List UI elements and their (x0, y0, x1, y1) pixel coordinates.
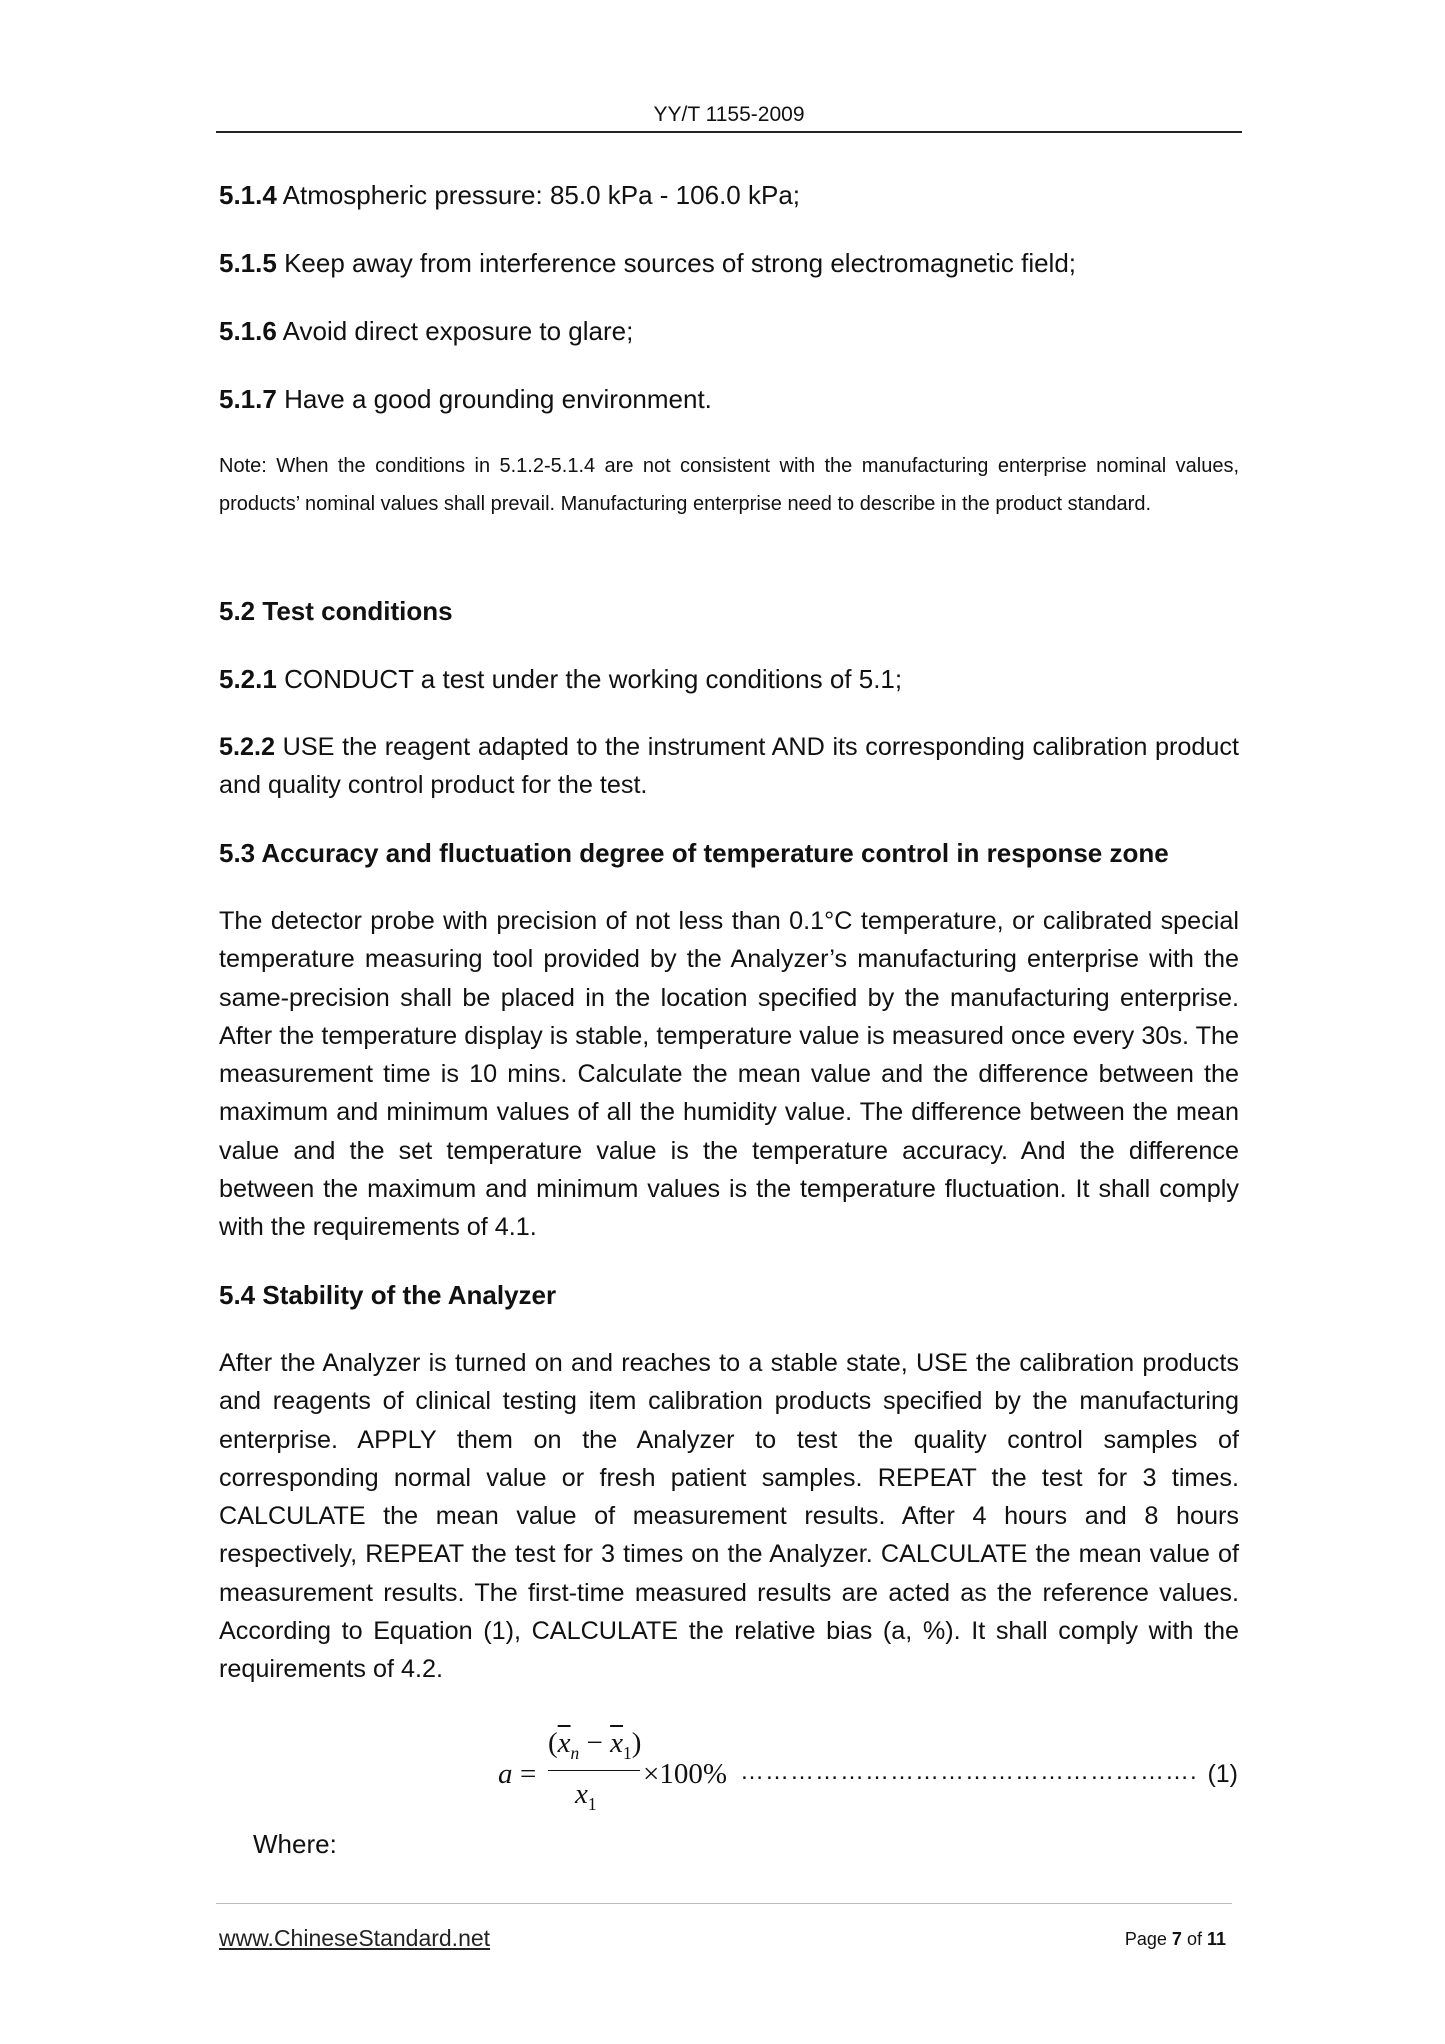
equation-leader-dots: ………………………………………………. (740, 1758, 1198, 1785)
footer-website-link[interactable]: www.ChineseStandard.net (219, 1925, 491, 1951)
clause-5-1-6 (219, 312, 1239, 350)
header-rule (216, 131, 1242, 133)
section-5-4-heading: 5.4 Stability of the Analyzer (219, 1280, 557, 1310)
x1-bar-var: $\overline{x}$ (610, 1727, 623, 1759)
page-number (1100, 1929, 1226, 1950)
xn-bar-var: $\overline{x}$ (557, 1727, 571, 1759)
clause-number: 5.1.7 (219, 384, 277, 414)
section-5-2-heading: 5.2 Test conditions (219, 596, 453, 626)
section-5-3-body: The detector probe with precision of not less than 0.1°C temperature, or calibrated special temperature measuring tool provided by the Analyzer’s manufacturing enterprise with the same-precision shall be placed in the location specified by the manufacturing enterprise. After the temperature display is stable, temperature value is measured once every 30s. The measurement time is 10 mins. Calculate the mean value and the difference between the maximum and minimum values of all the humidity value. The difference between the mean value and the set temperature value is the temperature accuracy. And the difference between the maximum and minimum values is the temperature fluctuation. It shall comply with the requirements of 4.1. (219, 907, 1239, 1242)
clause-number: 5.1.4 (219, 180, 277, 210)
clause-text: Avoid direct exposure to glare; (282, 316, 634, 346)
clause-number: 5.2.2 (219, 733, 276, 761)
fraction-bar (548, 1770, 640, 1771)
equation-denominator (575, 1778, 597, 1815)
den-subscript: 1 (587, 1793, 597, 1814)
minus-sign: − (586, 1727, 603, 1759)
note-paragraph: Note: When the conditions in 5.1.2-5.1.4 are not consistent with the manufacturing enterprise nominal values, products’ nominal values shall prevail. Manufacturing enterprise need to describe in the product standard. (219, 455, 1239, 515)
equation-multiplier: ×100% (643, 1758, 728, 1790)
clause-5-2-1 (219, 660, 1239, 698)
where-label: Where: (253, 1829, 337, 1859)
clause-number: 5.1.5 (219, 248, 277, 278)
footer-rule (216, 1903, 1232, 1904)
page-current: 7 (1171, 1929, 1182, 1949)
page-of: of (1186, 1929, 1202, 1949)
clause-number: 5.2.1 (219, 664, 277, 694)
equation-number: (1) (1207, 1760, 1238, 1788)
page-total: 11 (1206, 1929, 1226, 1949)
section-5-4-body: After the Analyzer is turned on and reaches to a stable state, USE the calibration products and reagents of clinical testing item calibration products specified by the manufacturing enterprise. APPLY them on the Analyzer to test the quality control samples of corresponding normal value or fresh patient samples. REPEAT the test for 3 times. CALCULATE the mean value of measurement results. After 4 hours and 8 hours respectively, REPEAT the test for 3 times on the Analyzer. CALCULATE the mean value of measurement results. The first-time measured results are acted as the reference values. According to Equation (1), CALCULATE the relative bias (a, %). It shall comply with the requirements of 4.2. (219, 1349, 1239, 1684)
open-paren: ( (548, 1727, 558, 1759)
clause-5-1-7 (219, 380, 1239, 418)
page-prefix: Page (1124, 1929, 1167, 1949)
document-code-header: YY/T 1155-2009 (653, 103, 805, 126)
x1-subscript: 1 (622, 1742, 632, 1763)
den-var: x (575, 1778, 588, 1810)
clause-number: 5.1.6 (219, 316, 277, 346)
equation-lhs: a (498, 1758, 513, 1790)
clause-5-1-5 (219, 244, 1239, 282)
clause-text: Atmospheric pressure: 85.0 kPa - 106.0 kPa; (282, 180, 800, 210)
clause-text: Keep away from interference sources of strong electromagnetic field; (284, 248, 1077, 278)
clause-text: Have a good grounding environment. (284, 384, 712, 414)
equation-numerator (548, 1727, 641, 1764)
clause-text: CONDUCT a test under the working conditions of 5.1; (284, 664, 903, 694)
xn-subscript: n (570, 1742, 580, 1763)
close-paren: ) (631, 1727, 642, 1759)
clause-text: USE the reagent adapted to the instrument AND its corresponding calibration product and quality control product for the test. (219, 733, 1239, 800)
equation-equals: = (520, 1758, 537, 1790)
clause-5-2-2 (219, 728, 1239, 805)
equation-1 (495, 1724, 1240, 1814)
clause-5-1-4 (219, 176, 1239, 214)
section-5-3-heading: 5.3 Accuracy and fluctuation degree of temperature control in response zone (219, 838, 1169, 868)
